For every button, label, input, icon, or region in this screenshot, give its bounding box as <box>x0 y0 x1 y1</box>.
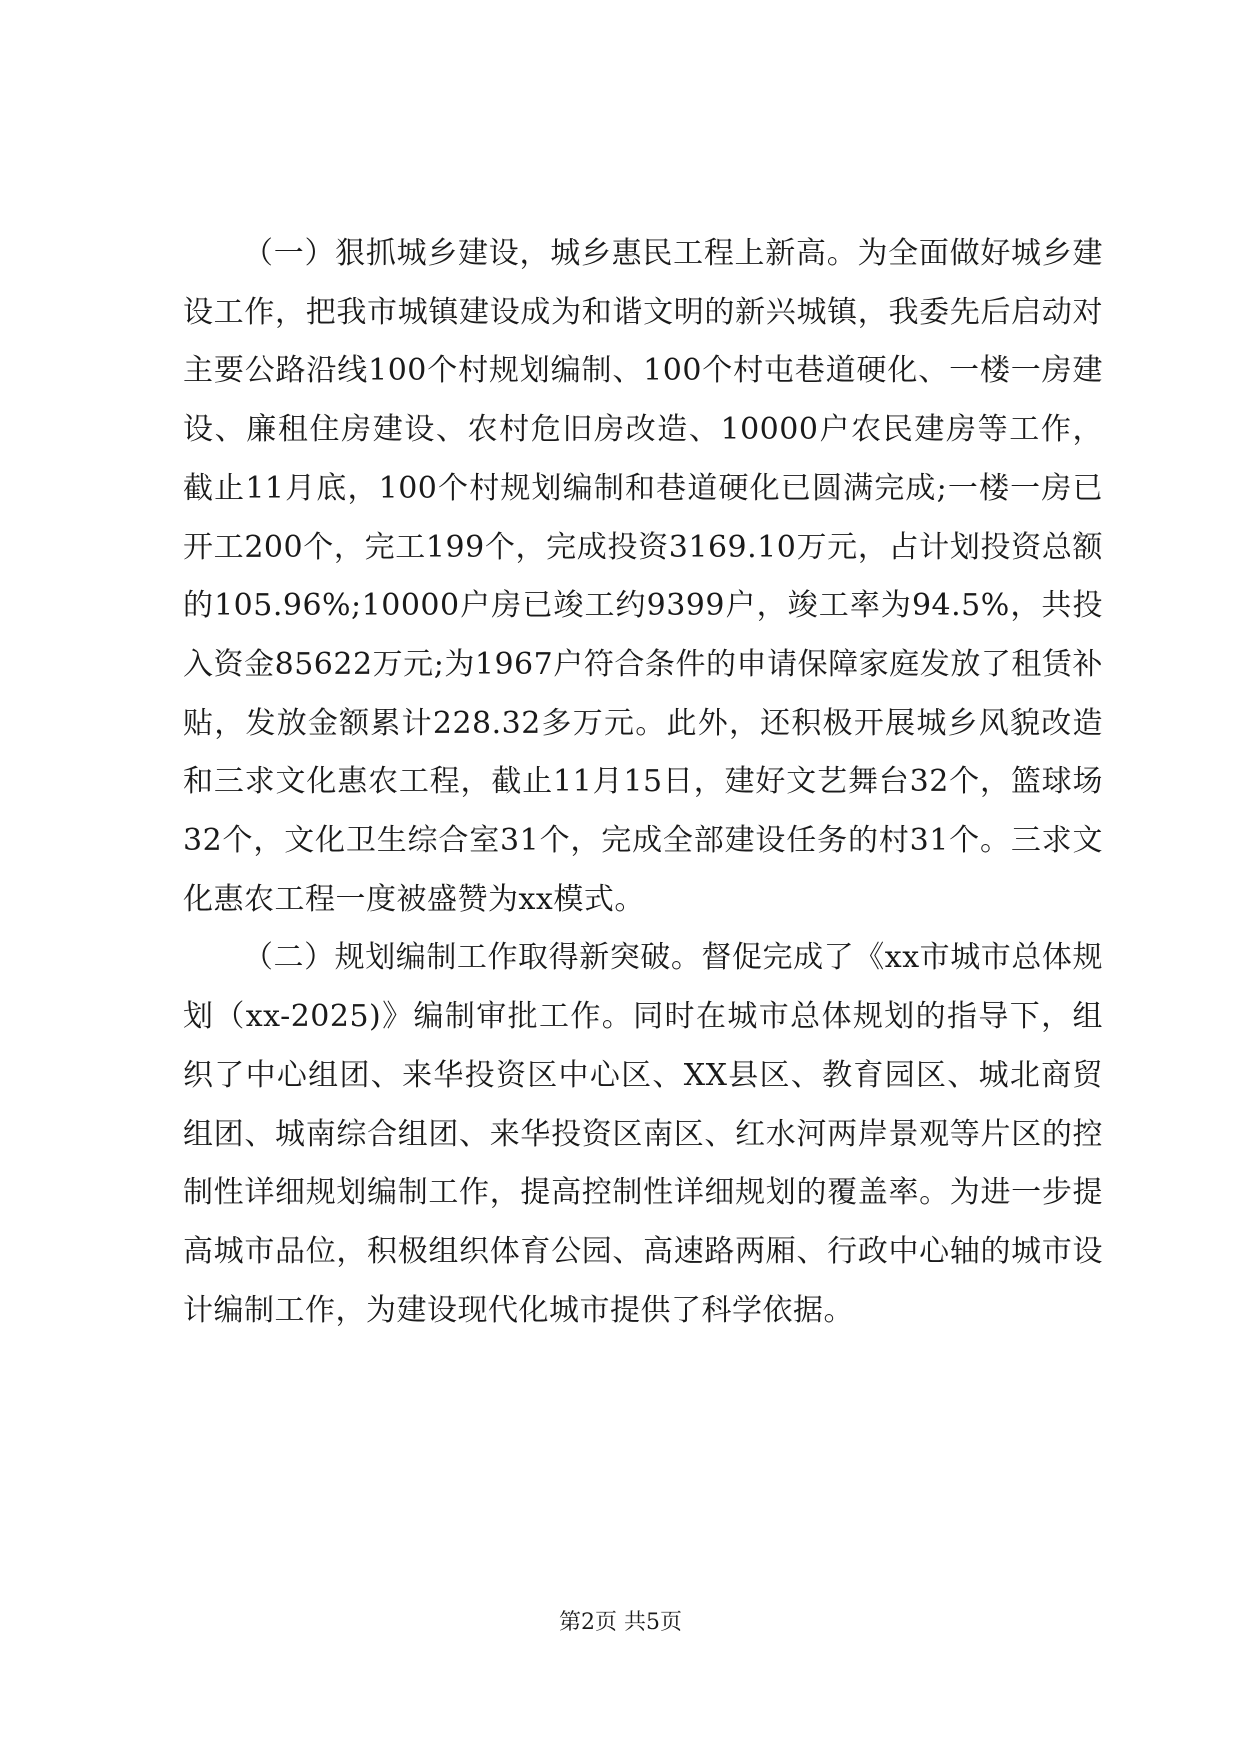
page-footer <box>0 1608 1241 1638</box>
page-number-label: 第2页 共5页 <box>559 1610 682 1635</box>
document-body <box>183 225 1103 1340</box>
paragraph-planning-compilation: （二）规划编制工作取得新突破。督促完成了《xx市城市总体规划（xx-2025)》编制审批工作。同时在城市总体规划的指导下，组织了中心组团、来华投资区中心区、XX县区、教育园区、城北商贸组团、城南综合组团、来华投资区南区、红水河两岸景观等片区的控制性详细规划编制工作，提高控制性详细规划的覆盖率。为进一步提高城市品位，积极组织体育公园、高速路两厢、行政中心轴的城市设计编制工作，为建设现代化城市提供了科学依据。 <box>183 940 1103 1328</box>
paragraph-urban-rural-construction: （一）狠抓城乡建设，城乡惠民工程上新高。为全面做好城乡建设工作，把我市城镇建设成为和谐文明的新兴城镇，我委先后启动对主要公路沿线100个村规划编制、100个村屯巷道硬化、一楼一房建设、廉租住房建设、农村危旧房改造、10000户农民建房等工作，截止11月底，100个村规划编制和巷道硬化已圆满完成;一楼一房已开工200个，完工199个，完成投资3169.10万元，占计划投资总额的105.96%;10000户房已竣工约9399户，竣工率为94.5%，共投入资金85622万元;为1967户符合条件的申请保障家庭发放了租赁补贴，发放金额累计228.32多万元。此外，还积极开展城乡风貌改造和三求文化惠农工程，截止11月15日，建好文艺舞台32个，篮球场32个，文化卫生综合室31个，完成全部建设任务的村31个。三求文化惠农工程一度被盛赞为xx模式。 <box>183 236 1103 917</box>
